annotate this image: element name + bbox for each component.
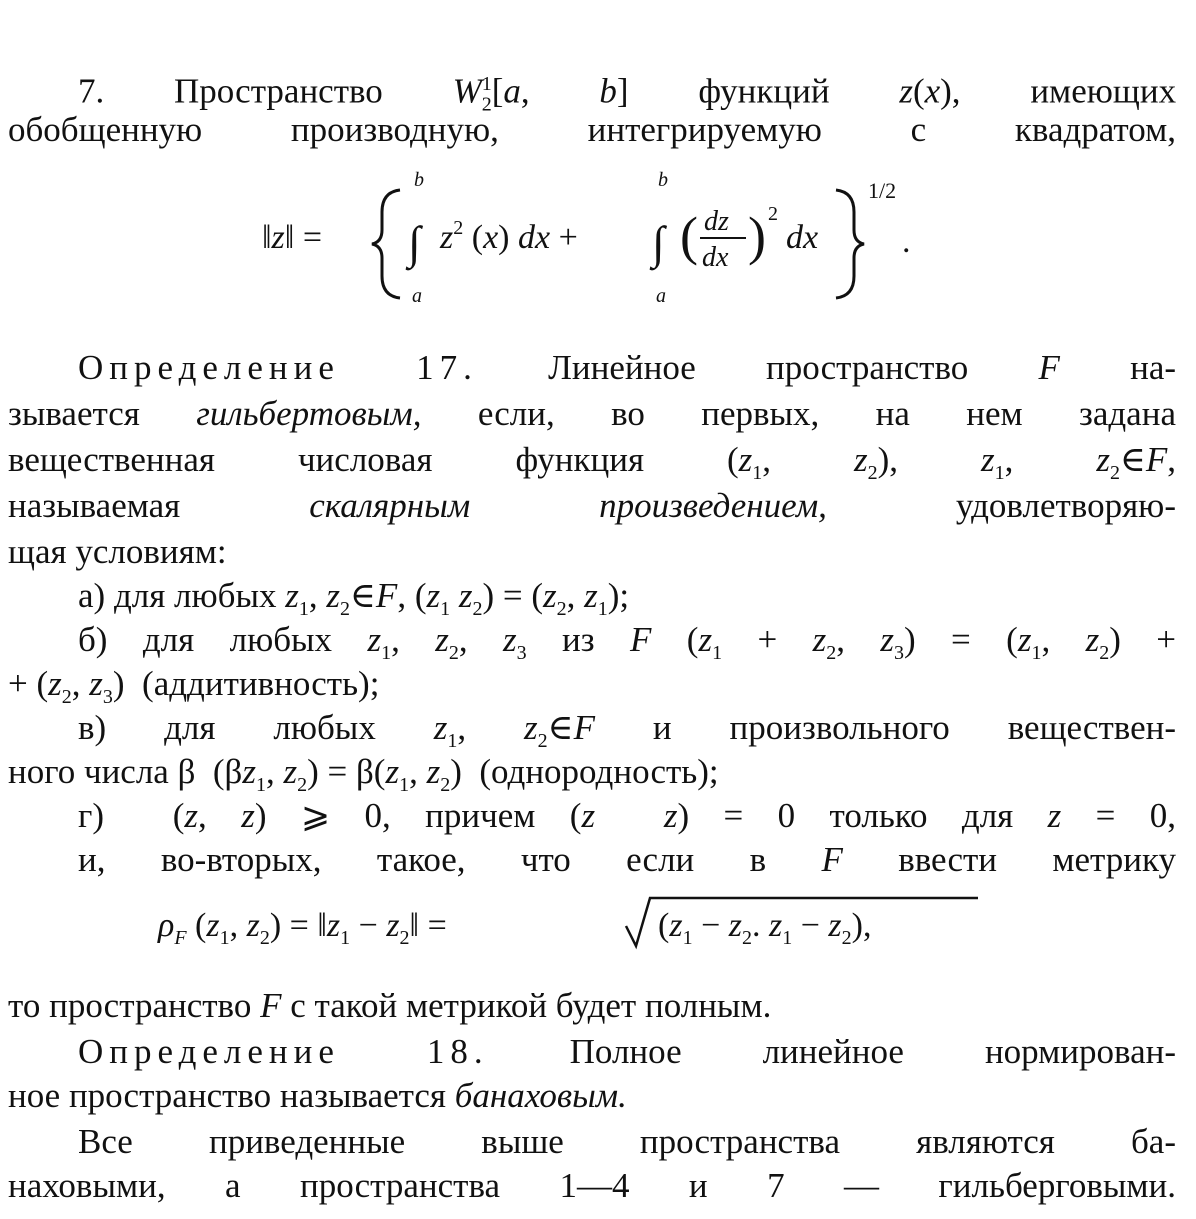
- svg-text:(z1 − z2. z1 − z2),: ($z_1 - z_2$. $z_1 - z_2$),: [658, 907, 872, 949]
- text-line-16: Определение 18. Полное линейное нормирован-: [78, 1032, 1177, 1071]
- svg-text:.: .: [902, 223, 911, 260]
- text-line-12: ного числа β ($\beta z_1$, $z_2) = \beta(z_1$, $z_2$) (однородность);: [8, 752, 719, 796]
- svg-text:2: 2: [768, 203, 778, 225]
- norm-formula: [262, 168, 922, 308]
- text-line-5: вещественная числовая функция ($z_1$, $z_2$), $z_1$, $z_2\in F$,: [8, 440, 1177, 484]
- definition-17-heading: Определение 17.: [78, 348, 478, 387]
- text-line-4: зывается гильбертовым, если, во первых, на нем задана: [8, 394, 1176, 433]
- term-hilbert: гильбертовым,: [196, 394, 422, 433]
- svg-text:z2 (x) dx +: $z^2$ (x) dx +: [440, 217, 578, 256]
- svg-text:‖z‖ =: ‖z‖ =: [262, 219, 323, 256]
- text-line-7: щая условиям:: [8, 532, 227, 571]
- definition-18-heading: Определение 18.: [78, 1032, 489, 1071]
- text-line-9: б) для любых $z_1$, $z_2$, $z_3$ из F ($z_1 + z_2$, $z_3) = (z_1$, $z_2$) +: [78, 620, 1177, 664]
- text-line-1: 7. Пространство $W_2^1[a$, b] функций z(x), имеющих: [78, 71, 1177, 116]
- text-line-3: Определение 17. Линейное пространство F на-: [78, 348, 1177, 387]
- svg-text:∫: ∫: [652, 217, 665, 268]
- text-line-6: называемая скалярным произведением, удовлетворяю-: [8, 486, 1176, 525]
- svg-text:dx: dx: [786, 219, 819, 256]
- svg-text:b: b: [414, 169, 424, 191]
- text-line-17: ное пространство называется банаховым.: [8, 1076, 627, 1115]
- text-line-2: обобщенную производную, интегрируемую с квадратом,: [8, 110, 1176, 149]
- svg-text:∫: ∫: [408, 217, 421, 268]
- text-line-14: и, во-вторых, такое, что если в F ввести метрику: [78, 840, 1176, 879]
- svg-text:b: b: [658, 169, 668, 191]
- text-line-18: Все приведенные выше пространства являются ба-: [78, 1122, 1176, 1161]
- text-line-13: г) (z, z) ⩾ 0, причем (z z) = 0 только для z = 0,: [78, 796, 1177, 835]
- term-banach: банаховым.: [454, 1076, 627, 1115]
- svg-text:a: a: [656, 285, 666, 307]
- metric-formula: [158, 890, 1018, 960]
- text-line-19: наховыми, а пространства 1—4 и 7 — гильберговыми.: [8, 1166, 1176, 1205]
- svg-text:ρF (z1, z2) = ‖z1 − z2‖ =: $\rho_F$ ($z_1$, $z_2$) = $‖z_1$ − $z_2‖$ =: [158, 907, 447, 949]
- term-scalar-product: скалярным произведением,: [309, 486, 827, 525]
- text-line-8: а) для любых $z_1$, $z_2\in F$, ($z_1$ $z_2) = (z_2$, $z_1$);: [78, 576, 630, 620]
- text-line-10: + ($z_2$, $z_3$) (аддитивность);: [8, 664, 380, 708]
- svg-text:dz: dz: [704, 206, 729, 237]
- text-line-15: то пространство F с такой метрикой будет полным.: [8, 986, 772, 1025]
- svg-text:dx: dx: [702, 242, 729, 273]
- svg-text:(: (: [680, 206, 698, 266]
- svg-text:1/2: 1/2: [868, 178, 897, 203]
- text-line-11: в) для любых $z_1$, $z_2\in F$ и произвольного веществен-: [78, 708, 1176, 752]
- svg-text:): ): [748, 206, 766, 266]
- svg-text:a: a: [412, 285, 422, 307]
